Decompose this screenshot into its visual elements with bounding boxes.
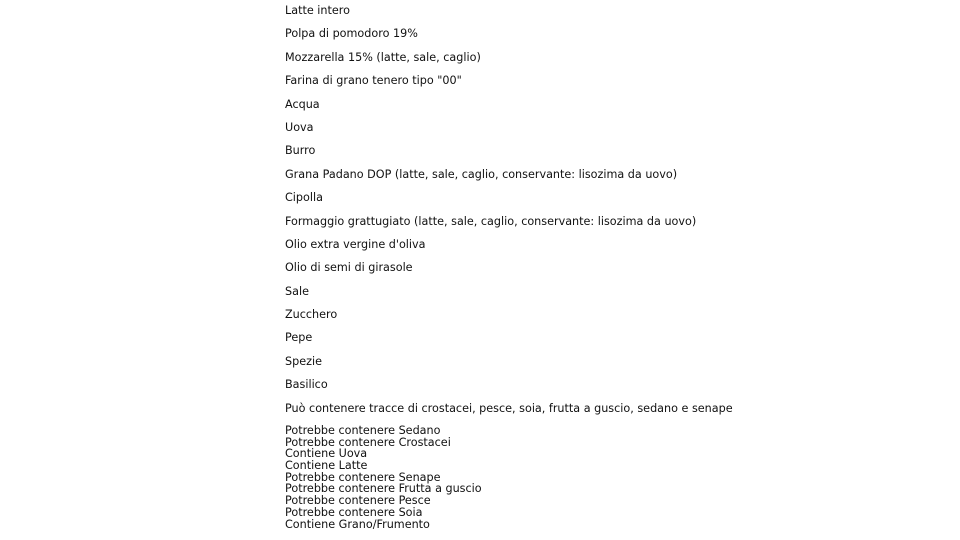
ingredient-item: Sale — [285, 284, 309, 298]
ingredient-item: Latte intero — [285, 4, 350, 17]
allergen-item: Potrebbe contenere Sedano — [285, 424, 441, 438]
ingredient-item: Formaggio grattugiato (latte, sale, caglio, conservante: lisozima da uovo) — [285, 214, 697, 228]
ingredient-item: Farina di grano tenero tipo "00" — [285, 74, 462, 88]
ingredients-document — [285, 4, 945, 530]
traces-warning: Può contenere tracce di crostacei, pesce, soia, frutta a guscio, sedano e senape — [285, 401, 733, 415]
ingredient-item: Pepe — [285, 331, 313, 345]
allergen-item: Potrebbe contenere Senape — [285, 470, 441, 484]
ingredient-item: Basilico — [285, 378, 328, 392]
ingredient-item: Acqua — [285, 97, 320, 111]
ingredient-item: Polpa di pomodoro 19% — [285, 27, 418, 41]
allergen-item: Contiene Latte — [285, 459, 368, 473]
ingredient-item: Olio di semi di girasole — [285, 261, 413, 275]
allergen-item: Contiene Grano/Frumento — [285, 517, 430, 531]
ingredient-item: Spezie — [285, 354, 322, 368]
ingredient-item: Cipolla — [285, 191, 323, 205]
allergen-item: Potrebbe contenere Pesce — [285, 494, 431, 508]
ingredient-item: Zucchero — [285, 308, 338, 322]
allergen-item: Potrebbe contenere Frutta a guscio — [285, 482, 482, 496]
allergen-item: Potrebbe contenere Crostacei — [285, 435, 451, 449]
ingredient-item: Olio extra vergine d'oliva — [285, 237, 426, 251]
ingredient-item: Mozzarella 15% (latte, sale, caglio) — [285, 50, 481, 64]
ingredient-item: Uova — [285, 120, 314, 134]
allergens-list — [285, 425, 945, 530]
allergen-item: Contiene Uova — [285, 447, 368, 461]
ingredient-item: Burro — [285, 144, 316, 158]
ingredients-list — [285, 4, 945, 415]
ingredient-item: Grana Padano DOP (latte, sale, caglio, conservante: lisozima da uovo) — [285, 167, 678, 181]
allergen-item: Potrebbe contenere Soia — [285, 505, 423, 519]
